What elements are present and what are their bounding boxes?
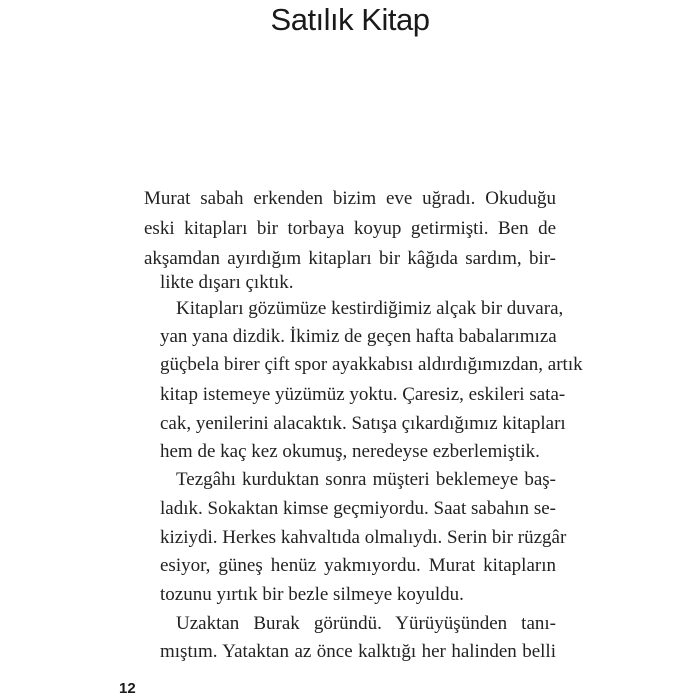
text-line: esiyor, güneş henüz yakmıyordu. Murat kitapların — [160, 555, 556, 576]
text-line: kiziydi. Herkes kahvaltıda olmalıydı. Serin bir rüzgâr — [160, 527, 567, 548]
text-line: Kitapları gözümüze kestirdiğimiz alçak bir duvara, — [176, 298, 564, 319]
text-line: tozunu yırtık bir bezle silmeye koyuldu. — [160, 584, 464, 605]
text-line: kitap istemeye yüzümüz yoktu. Çaresiz, eskileri sata- — [160, 384, 566, 405]
text-line: eski kitapları bir torbaya koyup getirmişti. Ben de — [144, 218, 556, 239]
text-line: cak, yenilerini alacaktık. Satışa çıkardığımız kitapları — [160, 413, 566, 434]
text-line: ladık. Sokaktan kimse geçmiyordu. Saat sabahın se- — [160, 498, 556, 519]
text-line: akşamdan ayırdığım kitapları bir kâğıda sardım, bir- — [144, 248, 556, 269]
text-line: hem de kaç kez okumuş, neredeyse ezberlemiştik. — [160, 441, 540, 462]
text-line: güçbela birer çift spor ayakkabısı aldırdığımızdan, artık — [160, 354, 583, 375]
text-line: Uzaktan Burak göründü. Yürüyüşünden tanı- — [176, 613, 556, 634]
text-line: mıştım. Yataktan az önce kalktığı her halinden belli — [160, 641, 556, 662]
chapter-title: Satılık Kitap — [270, 2, 430, 37]
text-line: likte dışarı çıktık. — [160, 272, 294, 293]
text-line: yan yana dizdik. İkimiz de geçen hafta babalarımıza — [160, 326, 557, 347]
text-line: Tezgâhı kurduktan sonra müşteri beklemeye baş- — [176, 469, 556, 490]
page-number: 12 — [119, 680, 136, 697]
text-line: Murat sabah erkenden bizim eve uğradı. Okuduğu — [144, 188, 556, 209]
